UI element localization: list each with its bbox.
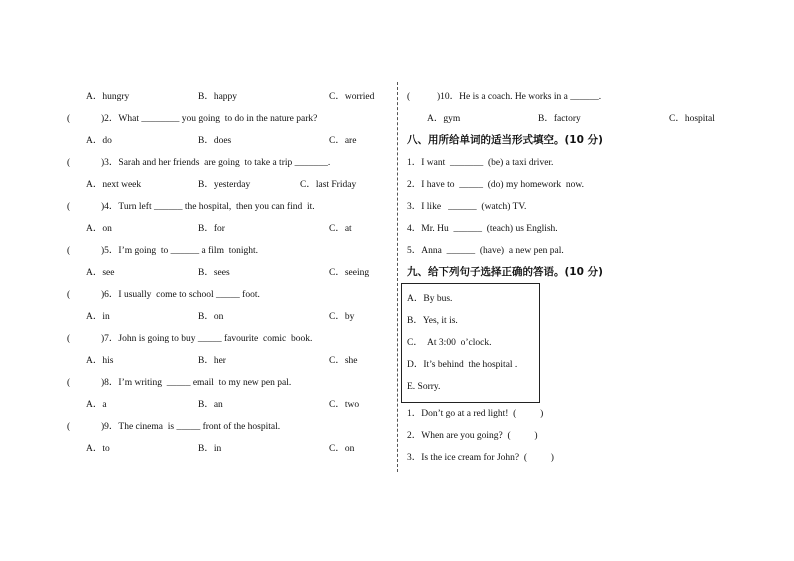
- section8-item: 1．I want _______ (be) a taxi driver.: [407, 158, 554, 168]
- answer-option: E. Sorry.: [407, 382, 441, 392]
- q7-option-a: A．his: [86, 356, 114, 366]
- q1-option-c: C．worried: [329, 92, 375, 102]
- q1-option-b: B．happy: [198, 92, 238, 102]
- answer-option: B．Yes, it is.: [407, 316, 458, 326]
- q7-paren: (: [67, 334, 71, 344]
- answer-option: C． At 3:00 o’clock.: [407, 338, 492, 348]
- q7-option-c: C．she: [329, 356, 358, 366]
- q8-option-a: A．a: [86, 400, 107, 410]
- q2-text: )2．What ________ you going to do in the nature park?: [101, 114, 318, 124]
- section8-title: 八、用所给单词的适当形式填空。(10 分): [407, 134, 603, 146]
- q9-option-c: C．on: [329, 444, 355, 454]
- section9-title: 九、给下列句子选择正确的答语。(10 分): [407, 266, 603, 278]
- q4-paren: (: [67, 202, 71, 212]
- q4-option-c: C．at: [329, 224, 352, 234]
- q10-option-c: C．hospital: [669, 114, 715, 124]
- q2-option-c: C．are: [329, 136, 357, 146]
- column-divider: [397, 82, 398, 472]
- section9-question: 3．Is the ice cream for John? ( ): [407, 453, 554, 463]
- q1-option-a: A．hungry: [86, 92, 130, 102]
- q4-option-a: A．on: [86, 224, 112, 234]
- q7-option-b: B．her: [198, 356, 226, 366]
- q9-option-a: A．to: [86, 444, 110, 454]
- q6-text: )6．I usually come to school _____ foot.: [101, 290, 260, 300]
- q2-option-b: B．does: [198, 136, 232, 146]
- q5-option-c: C．seeing: [329, 268, 370, 278]
- q5-text: )5．I’m going to ______ a film tonight.: [101, 246, 259, 256]
- q3-option-b: B．yesterday: [198, 180, 251, 190]
- q10-option-b: B．factory: [538, 114, 581, 124]
- q10-option-a: A．gym: [427, 114, 461, 124]
- q6-paren: (: [67, 290, 71, 300]
- q7-text: )7．John is going to buy _____ favourite comic book.: [101, 334, 313, 344]
- q5-option-b: B．sees: [198, 268, 230, 278]
- section8-item: 4．Mr. Hu ______ (teach) us English.: [407, 224, 558, 234]
- q6-option-c: C．by: [329, 312, 355, 322]
- q5-paren: (: [67, 246, 71, 256]
- q2-paren: (: [67, 114, 71, 124]
- section8-item: 5．Anna ______ (have) a new pen pal.: [407, 246, 564, 256]
- q2-option-a: A．do: [86, 136, 112, 146]
- section9-question: 2．When are you going? ( ): [407, 431, 538, 441]
- q10-text: )10．He is a coach. He works in a ______.: [437, 92, 602, 102]
- q8-option-b: B．an: [198, 400, 223, 410]
- q3-option-c: C．last Friday: [300, 180, 357, 190]
- q3-option-a: A．next week: [86, 180, 142, 190]
- q10-paren: (: [407, 92, 411, 102]
- q8-paren: (: [67, 378, 71, 388]
- answer-option: A．By bus.: [407, 294, 453, 304]
- q3-paren: (: [67, 158, 71, 168]
- answer-option: D．It’s behind the hospital .: [407, 360, 518, 370]
- section9-question: 1．Don’t go at a red light! ( ): [407, 409, 544, 419]
- section8-item: 3．I like ______ (watch) TV.: [407, 202, 527, 212]
- q9-paren: (: [67, 422, 71, 432]
- q9-option-b: B．in: [198, 444, 222, 454]
- q6-option-b: B．on: [198, 312, 224, 322]
- q4-text: )4．Turn left ______ the hospital, then you can find it.: [101, 202, 315, 212]
- q4-option-b: B．for: [198, 224, 225, 234]
- q6-option-a: A．in: [86, 312, 110, 322]
- q9-text: )9．The cinema is _____ front of the hospital.: [101, 422, 281, 432]
- q3-text: )3．Sarah and her friends are going to take a trip _______.: [101, 158, 331, 168]
- q8-text: )8．I’m writing _____ email to my new pen pal.: [101, 378, 292, 388]
- q5-option-a: A．see: [86, 268, 115, 278]
- q8-option-c: C．two: [329, 400, 360, 410]
- section8-item: 2．I have to _____ (do) my homework now.: [407, 180, 584, 190]
